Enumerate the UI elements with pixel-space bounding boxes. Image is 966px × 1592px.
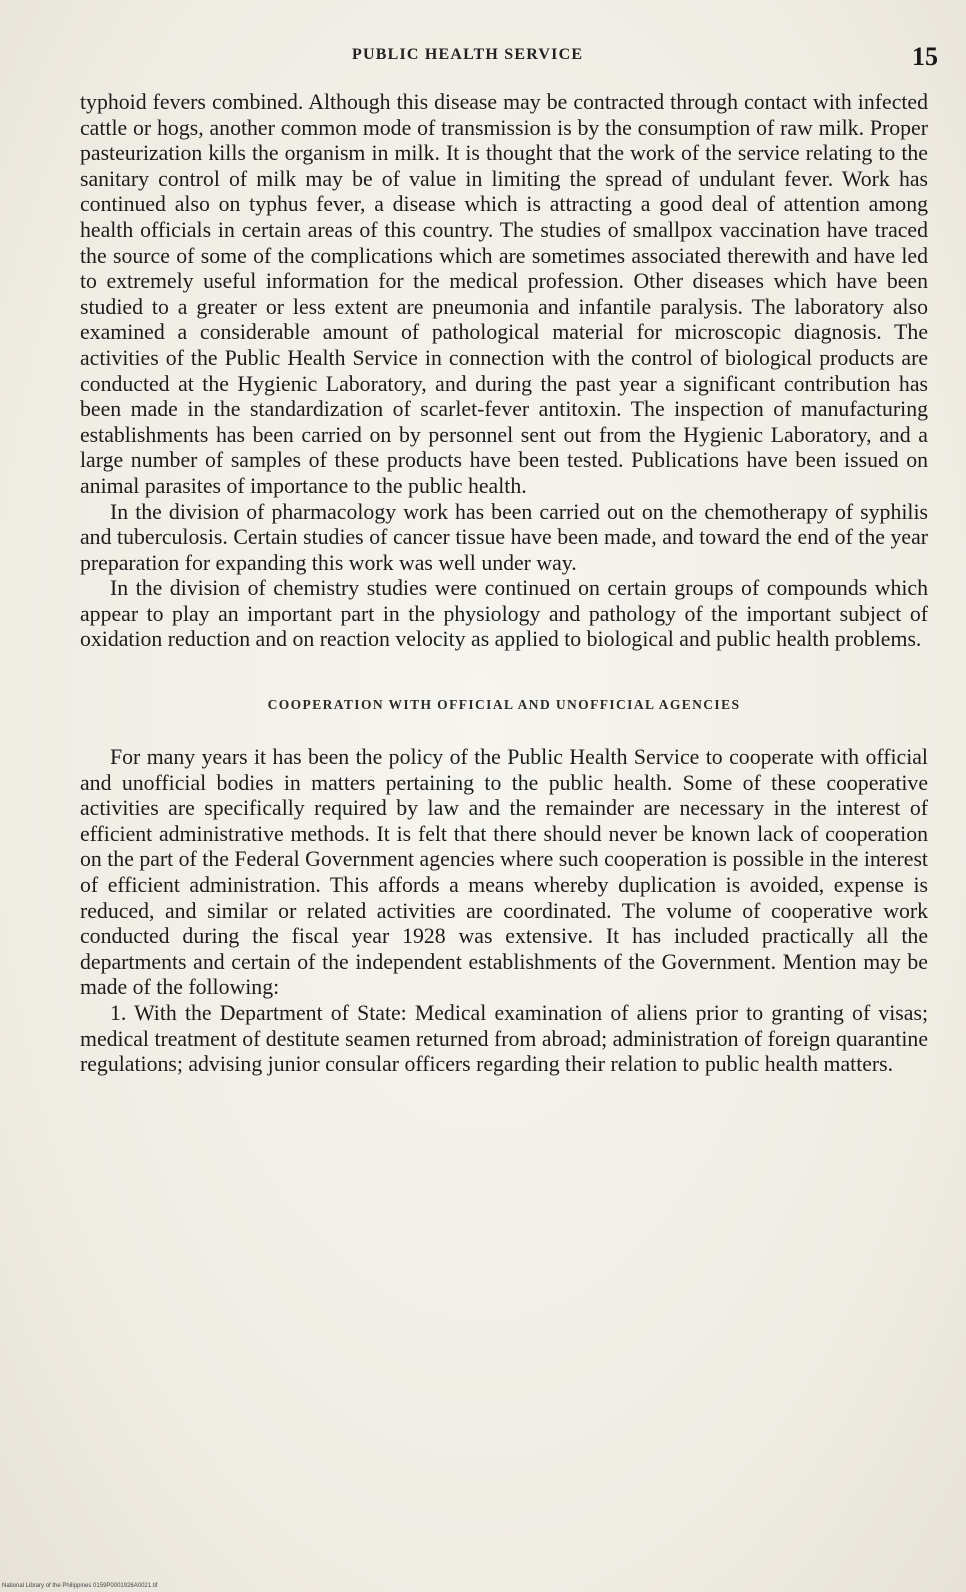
paragraph-continued: typhoid fevers combined. Although this disease may be contracted through contact with infected cattle or hogs, another common mode of transmission is by the consumption of raw milk. Proper pasteurization kills the organism in milk. It is thought that the work of the service relating to the sanitary control of milk may be of value in limiting the spread of undulant fever. Work has continued also on typhus fever, a disease which is attracting a good deal of attention among health officials in certain areas of this country. The studies of smallpox vaccination have traced the source of some of the complications which are sometimes associated therewith and have led to extremely useful information for the medical profession. Other diseases which have been studied to a greater or less extent are pneumonia and infantile paralysis. The laboratory also examined a considerable amount of pathological material for microscopic diagnosis. The activities of the Public Health Service in connection with the control of biological products are conducted at the Hygienic Laboratory, and during the past year a significant contribution has been made in the standardization of scarlet-fever antitoxin. The inspection of manufacturing establishments has been carried on by personnel sent out from the Hygienic Laboratory, and a large number of samples of these products have been tested. Publications have been issued on animal parasites of importance to the public health. bbox=[80, 90, 928, 498]
running-head-title: PUBLIC HEALTH SERVICE bbox=[352, 46, 584, 63]
paragraph-department-of-state: 1. With the Department of State: Medical examination of aliens prior to granting of visas; medical treatment of destitute seamen returned from abroad; administration of foreign quarantine regulations; advising junior consular officers regarding their relation to public health matters. bbox=[80, 1001, 928, 1077]
page-number: 15 bbox=[912, 42, 938, 71]
paragraph-pharmacology: In the division of pharmacology work has been carried out on the chemotherapy of syphilis and tuberculosis. Certain studies of cancer tissue have been made, and toward the end of the year preparation for expanding this work was well under way. bbox=[80, 499, 928, 575]
paragraph-chemistry: In the division of chemistry studies were continued on certain groups of compounds which appear to play an important part in the physiology and pathology of the important subject of oxidation reduction and on reaction velocity as applied to biological and public health problems. bbox=[80, 576, 928, 652]
section-heading: COOPERATION WITH OFFICIAL AND UNOFFICIAL AGENCIES bbox=[267, 697, 741, 713]
body-text bbox=[80, 90, 928, 1078]
scan-footer-stamp: National Library of the Philippines 0159P0001926A0021.tif bbox=[2, 1583, 158, 1589]
paragraph-cooperation-policy: For many years it has been the policy of the Public Health Service to cooperate with official and unofficial bodies in matters pertaining to the public health. Some of these cooperative activities are specifically required by law and the remainder are necessary in the interest of efficient administrative methods. It is felt that there should never be known lack of cooperation on the part of the Federal Government agencies where such cooperation is possible in the interest of efficient administration. This affords a means whereby duplication is avoided, expense is reduced, and similar or related activities are coordinated. The volume of cooperative work conducted during the fiscal year 1928 was extensive. It has included practically all the departments and certain of the independent establishments of the Government. Mention may be made of the following: bbox=[80, 745, 928, 1000]
